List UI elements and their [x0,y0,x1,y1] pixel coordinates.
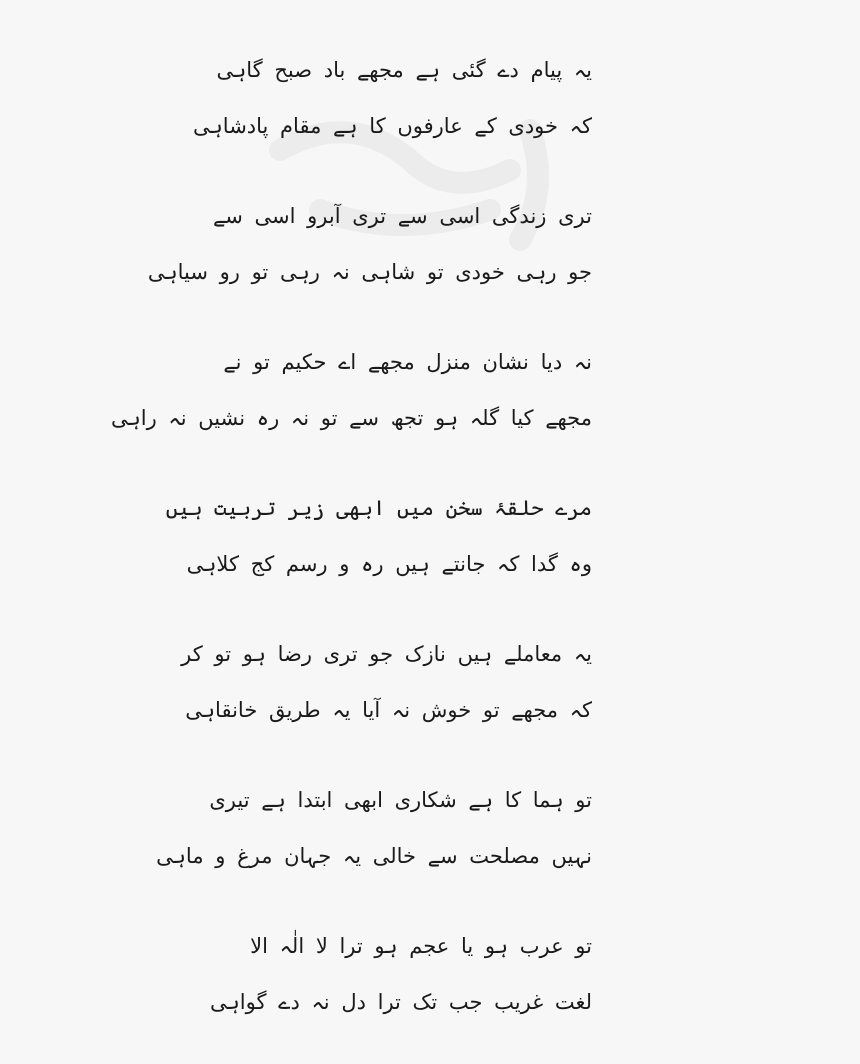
stanza [192,42,600,188]
verse-line: وہ گدا کہ جانتے ہیں رہ و رسم کج کلاہی [186,552,592,576]
verse-line: مرے حلقۂ سخن میں ابھی زیر تربیت ہیں [165,496,592,520]
verse-line: تری زندگی اسی سے تری آبرو اسی سے [212,204,592,228]
stanza [210,918,600,1064]
stanza [181,626,600,772]
stanza [110,334,600,480]
verse-line: جو رہی خودی تو شاہی نہ رہی تو رو سیاہی [147,260,592,284]
verse-line: لغت غریب جب تک ترا دل نہ دے گواہی [210,990,592,1014]
verse-line: تو عرب ہو یا عجم ہو ترا لا الٰہ الا [250,934,592,958]
verse-line: یہ معاملے ہیں نازک جو تری رضا ہو تو کر [181,642,592,666]
poem [110,42,600,1064]
verse-line: کہ مجھے تو خوش نہ آیا یہ طریق خانقاہی [185,698,592,722]
verse-line: تو ہما کا ہے شکاری ابھی ابتدا ہے تیری [209,788,592,812]
stanza [156,772,600,918]
stanza [147,188,600,334]
verse-line: یہ پیام دے گئی ہے مجھے باد صبح گاہی [216,58,592,82]
stanza [165,480,600,626]
verse-line: نہیں مصلحت سے خالی یہ جہان مرغ و ماہی [156,844,592,868]
verse-line: نہ دیا نشان منزل مجھے اے حکیم تو نے [223,350,592,374]
verse-line: کہ خودی کے عارفوں کا ہے مقام پادشاہی [192,114,592,138]
verse-line: مجھے کیا گلہ ہو تجھ سے تو نہ رہ نشیں نہ راہی [110,406,592,430]
